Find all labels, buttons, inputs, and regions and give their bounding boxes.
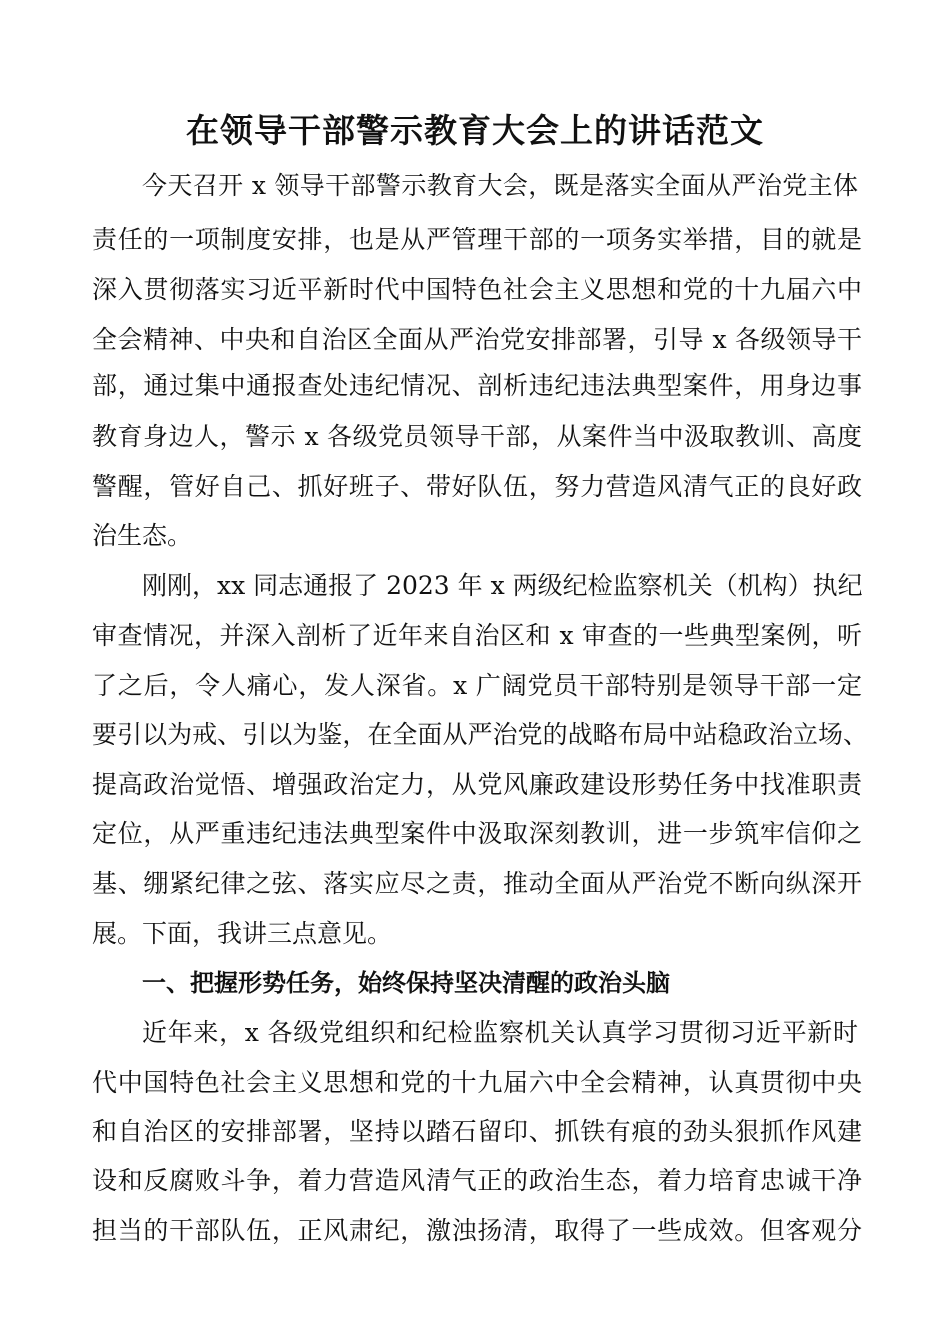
paragraph-2-line-1: 刚刚，xx 同志通报了 2023 年 x 两级纪检监察机关（机构）执纪 [142, 571, 863, 600]
paragraph-3-line-4: 设和反腐败斗争，着力营造风清气正的政治生态，着力培育忠诚干净 [92, 1166, 862, 1195]
paragraph-2-line-3: 了之后，令人痛心，发人深省。x 广阔党员干部特别是领导干部一定 [92, 671, 862, 700]
paragraph-1-line-8: 治生态。 [92, 521, 193, 550]
paragraph-1-line-3: 深入贯彻落实习近平新时代中国特色社会主义思想和党的十九届六中 [92, 275, 862, 304]
section-heading-1: 一、把握形势任务，始终保持坚决清醒的政治头脑 [142, 969, 670, 997]
paragraph-3-line-5: 担当的干部队伍，正风肃纪，激浊扬清，取得了一些成效。但客观分 [92, 1216, 862, 1245]
paragraph-3-line-2: 代中国特色社会主义思想和党的十九届六中全会精神，认真贯彻中央 [92, 1068, 862, 1097]
paragraph-1-line-4: 全会精神、中央和自治区全面从严治党安排部署，引导 x 各级领导干 [92, 325, 862, 354]
paragraph-2-line-4: 要引以为戒、引以为鉴，在全面从严治党的战略布局中站稳政治立场、 [92, 720, 868, 749]
paragraph-1-line-7: 警醒，管好自己、抓好班子、带好队伍，努力营造风清气正的良好政 [92, 472, 862, 501]
paragraph-2-line-5: 提高政治觉悟、增强政治定力，从党风廉政建设形势任务中找准职责 [92, 770, 862, 799]
paragraph-2-line-7: 基、绷紧纪律之弦、落实应尽之责，推动全面从严治党不断向纵深开 [92, 869, 862, 898]
document-title: 在领导干部警示教育大会上的讲话范文 [186, 111, 764, 150]
paragraph-1-line-5: 部，通过集中通报查处违纪情况、剖析违纪违法典型案件，用身边事 [92, 371, 862, 400]
paragraph-2-line-8: 展。下面，我讲三点意见。 [92, 919, 393, 948]
paragraph-1-line-2: 责任的一项制度安排，也是从严管理干部的一项务实举措，目的就是 [92, 225, 862, 254]
paragraph-3-line-1: 近年来，x 各级党组织和纪检监察机关认真学习贯彻习近平新时 [142, 1018, 858, 1047]
paragraph-3-line-3: 和自治区的安排部署，坚持以踏石留印、抓铁有痕的劲头狠抓作风建 [92, 1117, 862, 1146]
paragraph-1-line-1: 今天召开 x 领导干部警示教育大会，既是落实全面从严治党主体 [142, 171, 858, 200]
paragraph-2-line-6: 定位，从严重违纪违法典型案件中汲取深刻教训，进一步筑牢信仰之 [92, 819, 862, 848]
paragraph-1-line-6: 教育身边人，警示 x 各级党员领导干部，从案件当中汲取教训、高度 [92, 422, 862, 451]
paragraph-2-line-2: 审查情况，并深入剖析了近年来自治区和 x 审查的一些典型案例，听 [92, 621, 862, 650]
